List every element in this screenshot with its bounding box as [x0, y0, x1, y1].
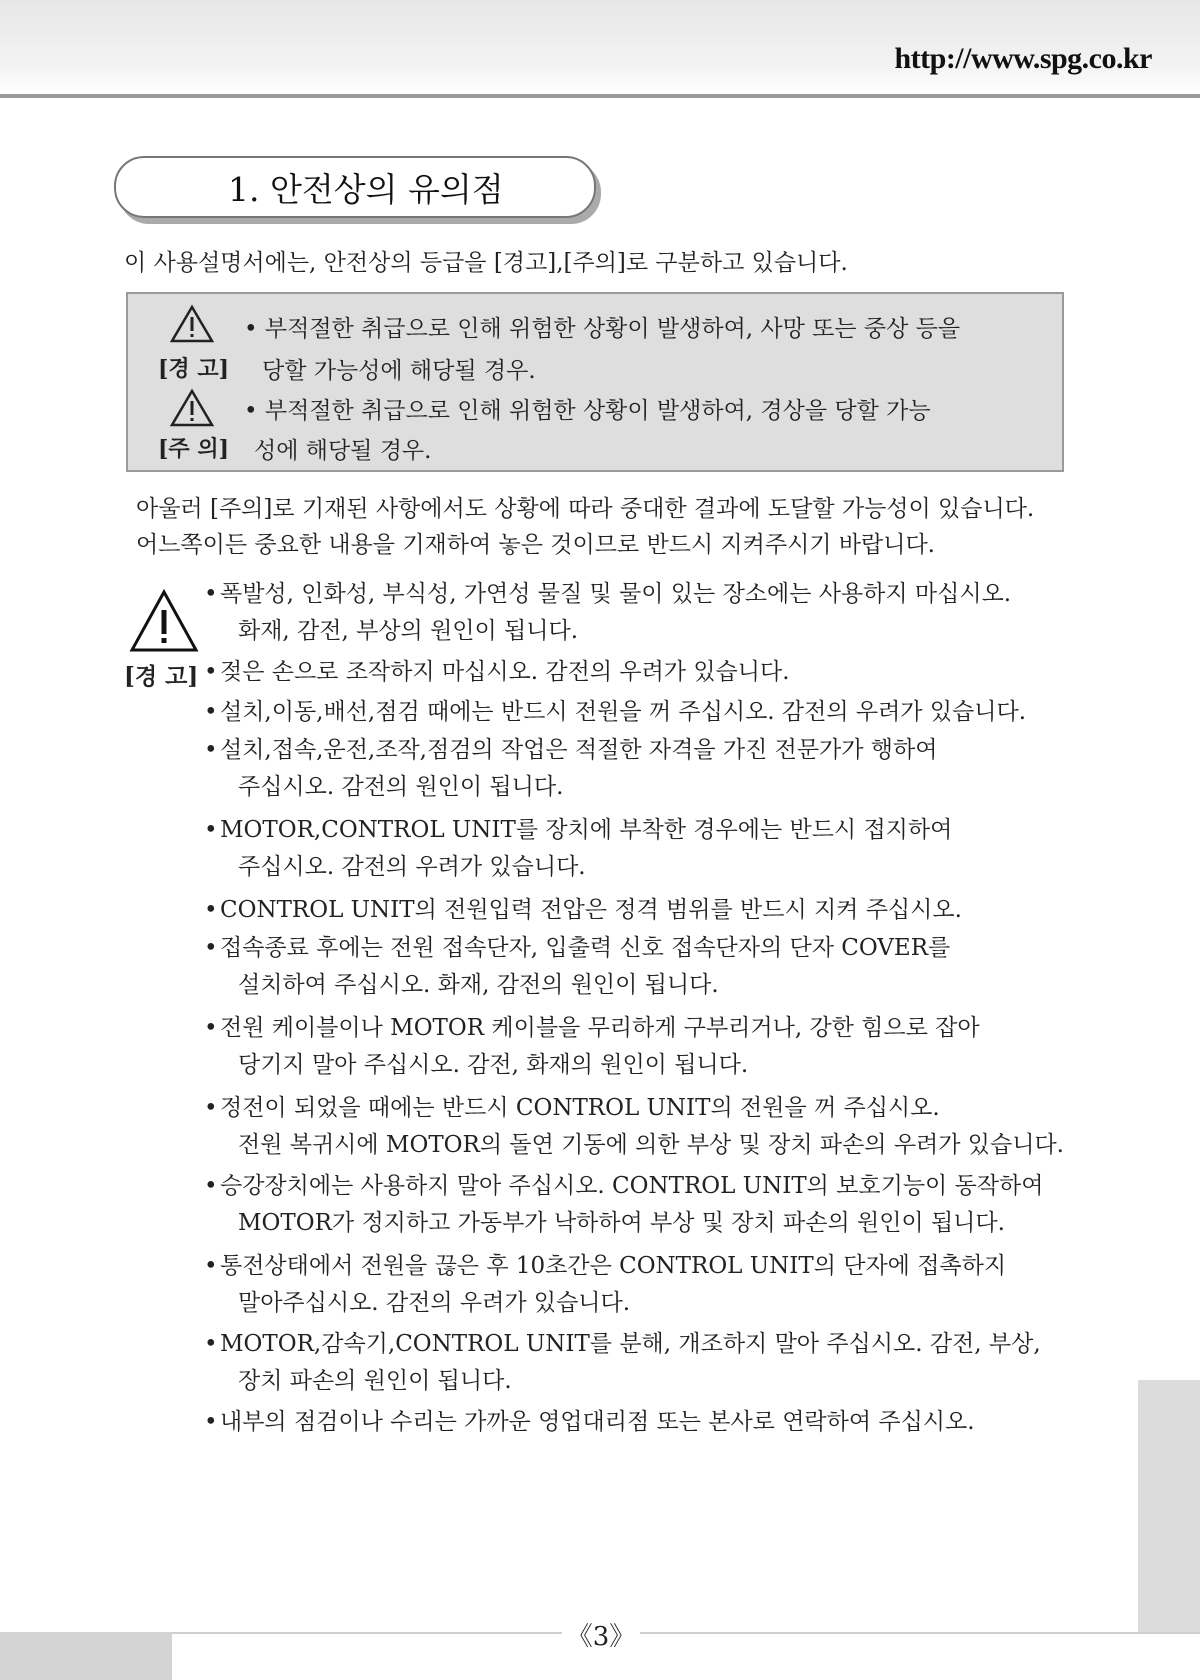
side-tab	[1138, 1380, 1200, 1632]
warning-list-item	[204, 1090, 1100, 1164]
warning-list-item	[204, 930, 1100, 1004]
bullet-mark: •	[204, 817, 218, 843]
caution-grade-label: [주 의]	[158, 436, 229, 462]
footer-block	[0, 1632, 172, 1680]
warning-list-item	[204, 812, 1100, 886]
warning-list-item	[204, 694, 1100, 731]
warning-list-item	[204, 732, 1100, 806]
warning-item-line1: 전원 케이블이나 MOTOR 케이블을 무리하게 구부리거나, 강한 힘으로 잡아	[220, 1015, 980, 1041]
warning-definition-line1: • 부적절한 취급으로 인해 위험한 상황이 발생하여, 사망 또는 중상 등을	[244, 316, 961, 342]
warning-item-line1: 설치,이동,배선,점검 때에는 반드시 전원을 꺼 주십시오. 감전의 우려가 있습니다.	[220, 699, 1027, 725]
warning-list-item	[204, 1326, 1100, 1400]
intro-text: 이 사용설명서에는, 안전상의 등급을 [경고],[주의]로 구분하고 있습니다.	[124, 250, 848, 276]
header-divider	[0, 94, 1200, 98]
section-title: 1. 안전상의 유의점	[228, 170, 504, 209]
bullet-mark: •	[204, 737, 218, 763]
warning-triangle-icon	[170, 304, 214, 344]
warning-item-line1: 승강장치에는 사용하지 말아 주십시오. CONTROL UNIT의 보호기능이 동작하여	[220, 1173, 1044, 1199]
warning-item-line1: CONTROL UNIT의 전원입력 전압은 정격 범위를 반드시 지켜 주십시오.	[220, 897, 962, 923]
warnings-grade-label: [경 고]	[124, 663, 199, 690]
warning-item-line2: 주십시오. 감전의 우려가 있습니다.	[238, 854, 586, 880]
warning-item-line2: MOTOR가 정지하고 가동부가 낙하하여 부상 및 장치 파손의 원인이 됩니다.	[238, 1210, 1005, 1236]
warning-item-line2: 전원 복귀시에 MOTOR의 돌연 기동에 의한 부상 및 장치 파손의 우려가 있습니다.	[238, 1132, 1064, 1158]
warning-triangle-icon	[128, 588, 200, 654]
site-url[interactable]: http://www.spg.co.kr	[894, 42, 1152, 75]
warning-item-line2: 주십시오. 감전의 원인이 됩니다.	[238, 774, 564, 800]
warning-item-line1: MOTOR,감속기,CONTROL UNIT를 분해, 개조하지 말아 주십시오. 감전, 부상,	[220, 1331, 1041, 1357]
bullet-mark: •	[204, 1331, 218, 1357]
footer-divider	[172, 1632, 562, 1634]
note-line2: 어느쪽이든 중요한 내용을 기재하여 놓은 것이므로 반드시 지켜주시기 바랍니다.	[136, 532, 935, 558]
warning-grade-label: [경 고]	[158, 356, 229, 382]
warning-list-item	[204, 1404, 1100, 1441]
bullet-mark: •	[204, 897, 218, 923]
bullet-mark: •	[204, 1253, 218, 1279]
warning-item-line1: 정전이 되었을 때에는 반드시 CONTROL UNIT의 전원을 꺼 주십시오.	[220, 1095, 940, 1121]
caution-triangle-icon	[170, 388, 214, 428]
warning-item-line1: 접속종료 후에는 전원 접속단자, 입출력 신호 접속단자의 단자 COVER를	[220, 935, 951, 961]
warning-list-item	[204, 654, 1100, 691]
bullet-mark: •	[204, 1409, 218, 1435]
warning-list-item	[204, 892, 1100, 929]
bullet-mark: •	[204, 1015, 218, 1041]
warning-item-line2: 당기지 말아 주십시오. 감전, 화재의 원인이 됩니다.	[238, 1052, 749, 1078]
warning-list-item	[204, 1010, 1100, 1084]
warning-item-line1: 젖은 손으로 조작하지 마십시오. 감전의 우려가 있습니다.	[220, 659, 790, 685]
bullet-mark: •	[204, 699, 218, 725]
bullet-mark: •	[204, 935, 218, 961]
warning-list-item	[204, 1168, 1100, 1242]
caution-definition-line1: • 부적절한 취급으로 인해 위험한 상황이 발생하여, 경상을 당할 가능	[244, 398, 931, 424]
warning-item-line1: 통전상태에서 전원을 끊은 후 10초간은 CONTROL UNIT의 단자에 접촉하지	[220, 1253, 1007, 1279]
warning-item-line1: MOTOR,CONTROL UNIT를 장치에 부착한 경우에는 반드시 접지하여	[220, 817, 953, 843]
bullet-mark: •	[204, 581, 218, 607]
bullet-mark: •	[204, 1095, 218, 1121]
note-line1: 아울러 [주의]로 기재된 사항에서도 상황에 따라 중대한 결과에 도달할 가능성이 있습니다.	[136, 496, 1035, 522]
warning-definition-line2: 당할 가능성에 해당될 경우.	[262, 358, 536, 384]
warning-item-line2: 화재, 감전, 부상의 원인이 됩니다.	[238, 618, 579, 644]
warning-item-line2: 장치 파손의 원인이 됩니다.	[238, 1368, 512, 1394]
warning-item-line2: 설치하여 주십시오. 화재, 감전의 원인이 됩니다.	[238, 972, 719, 998]
footer-divider	[640, 1632, 1200, 1634]
warning-list-item	[204, 576, 1100, 650]
page-number: 《3》	[566, 1622, 636, 1652]
warning-list-item	[204, 1248, 1100, 1322]
warning-item-line1: 폭발성, 인화성, 부식성, 가연성 물질 및 물이 있는 장소에는 사용하지 마십시오.	[220, 581, 1012, 607]
warning-item-line1: 설치,접속,운전,조작,점검의 작업은 적절한 자격을 가진 전문가가 행하여	[220, 737, 938, 763]
bullet-mark: •	[204, 659, 218, 685]
caution-definition-line2: 성에 해당될 경우.	[254, 438, 432, 464]
warning-item-line1: 내부의 점검이나 수리는 가까운 영업대리점 또는 본사로 연락하여 주십시오.	[220, 1409, 975, 1435]
warning-item-line2: 말아주십시오. 감전의 우려가 있습니다.	[238, 1290, 631, 1316]
bullet-mark: •	[204, 1173, 218, 1199]
